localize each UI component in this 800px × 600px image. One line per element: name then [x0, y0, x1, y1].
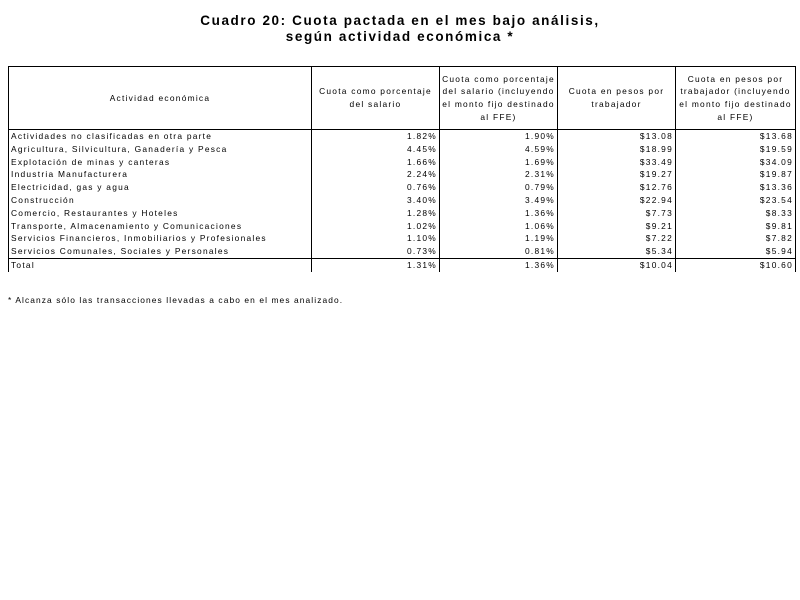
header-pct-salary: Cuota como porcentaje del salario [312, 67, 440, 130]
cell-pesos-worker: $7.73 [558, 207, 676, 220]
cell-pesos-worker: $5.34 [558, 245, 676, 258]
header-pct-salary-ffe: Cuota como porcentaje del salario (incluyendo el monto fijo destinado al FFE) [440, 67, 558, 130]
cell-activity: Actividades no clasificadas en otra parte [9, 130, 312, 143]
table-row [9, 156, 796, 169]
cell-pesos-worker: $22.94 [558, 194, 676, 207]
cell-pct-salary: 1.02% [312, 220, 440, 233]
cell-activity: Comercio, Restaurantes y Hoteles [9, 207, 312, 220]
cell-pct-salary-ffe: 1.36% [440, 207, 558, 220]
cell-pct-salary-ffe: 4.59% [440, 143, 558, 156]
cell-pct-salary: 1.82% [312, 130, 440, 143]
table-row [9, 168, 796, 181]
total-pct-salary-ffe: 1.36% [440, 258, 558, 271]
cell-pesos-worker: $12.76 [558, 181, 676, 194]
cell-pct-salary-ffe: 3.49% [440, 194, 558, 207]
cell-activity: Servicios Comunales, Sociales y Personales [9, 245, 312, 258]
cell-pesos-worker-ffe: $34.09 [676, 156, 796, 169]
cell-pesos-worker: $18.99 [558, 143, 676, 156]
header-activity: Actividad económica [9, 67, 312, 130]
cell-pesos-worker: $9.21 [558, 220, 676, 233]
cell-pct-salary: 1.28% [312, 207, 440, 220]
table-row [9, 194, 796, 207]
cell-pct-salary-ffe: 0.79% [440, 181, 558, 194]
header-pesos-worker: Cuota en pesos por trabajador [558, 67, 676, 130]
table-body [9, 130, 796, 272]
total-pct-salary: 1.31% [312, 258, 440, 271]
header-row [9, 67, 796, 130]
total-pesos-worker-ffe: $10.60 [676, 258, 796, 271]
cell-pct-salary: 3.40% [312, 194, 440, 207]
cell-activity: Servicios Financieros, Inmobiliarios y Profesionales [9, 232, 312, 245]
cell-activity: Industria Manufacturera [9, 168, 312, 181]
table-title-line-1: Cuadro 20: Cuota pactada en el mes bajo análisis, [200, 13, 600, 28]
cell-pesos-worker: $33.49 [558, 156, 676, 169]
cell-pct-salary: 0.76% [312, 181, 440, 194]
table-title-line-2: según actividad económica * [285, 29, 515, 44]
cell-activity: Construcción [9, 194, 312, 207]
cell-pesos-worker-ffe: $23.54 [676, 194, 796, 207]
cell-activity: Electricidad, gas y agua [9, 181, 312, 194]
cell-pct-salary: 4.45% [312, 143, 440, 156]
table-row [9, 181, 796, 194]
header-pesos-worker-ffe: Cuota en pesos por trabajador (incluyendo el monto fijo destinado al FFE) [676, 67, 796, 130]
table-row [9, 130, 796, 143]
total-pesos-worker: $10.04 [558, 258, 676, 271]
table-row [9, 245, 796, 258]
cell-pesos-worker-ffe: $5.94 [676, 245, 796, 258]
table-row [9, 143, 796, 156]
cell-pesos-worker-ffe: $19.87 [676, 168, 796, 181]
cell-pesos-worker-ffe: $9.81 [676, 220, 796, 233]
cell-pesos-worker-ffe: $13.68 [676, 130, 796, 143]
cell-pesos-worker-ffe: $19.59 [676, 143, 796, 156]
cell-pct-salary: 0.73% [312, 245, 440, 258]
cell-pct-salary-ffe: 2.31% [440, 168, 558, 181]
cell-activity: Agricultura, Silvicultura, Ganadería y Pesca [9, 143, 312, 156]
footnote: * Alcanza sólo las transacciones llevadas a cabo en el mes analizado. [8, 295, 344, 305]
table-title [0, 13, 800, 45]
cell-pesos-worker-ffe: $13.36 [676, 181, 796, 194]
cell-pct-salary-ffe: 1.06% [440, 220, 558, 233]
cell-activity: Explotación de minas y canteras [9, 156, 312, 169]
cell-pesos-worker: $7.22 [558, 232, 676, 245]
cell-pct-salary: 2.24% [312, 168, 440, 181]
cell-pesos-worker-ffe: $7.82 [676, 232, 796, 245]
total-label: Total [9, 258, 312, 271]
cell-pct-salary: 1.10% [312, 232, 440, 245]
cell-pesos-worker: $13.08 [558, 130, 676, 143]
cell-pct-salary-ffe: 1.69% [440, 156, 558, 169]
cell-pct-salary-ffe: 1.19% [440, 232, 558, 245]
table-row [9, 207, 796, 220]
total-row [9, 258, 796, 271]
cell-activity: Transporte, Almacenamiento y Comunicaciones [9, 220, 312, 233]
cell-pesos-worker-ffe: $8.33 [676, 207, 796, 220]
table-row [9, 220, 796, 233]
cell-pct-salary-ffe: 0.81% [440, 245, 558, 258]
table-row [9, 232, 796, 245]
cell-pct-salary-ffe: 1.90% [440, 130, 558, 143]
cell-pesos-worker: $19.27 [558, 168, 676, 181]
cell-pct-salary: 1.66% [312, 156, 440, 169]
quota-table [8, 66, 796, 272]
